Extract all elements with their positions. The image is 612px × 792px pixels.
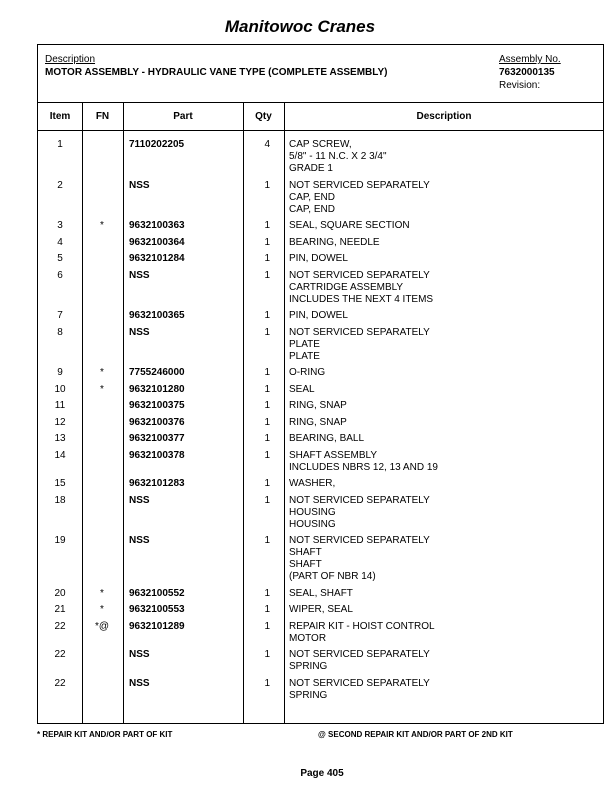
description-cell [289,384,315,396]
item-cell: 6 [57,270,63,281]
part-number-cell: NSS [129,649,150,660]
item-cell: 9 [57,367,63,378]
description-cell [289,604,353,616]
item-cell: 7 [57,310,63,321]
description-line: SEAL [289,384,315,395]
description-line: MOTOR [289,633,327,644]
part-number-cell: 9632100378 [129,450,185,461]
item-cell: 5 [57,253,63,264]
description-line: CARTRIDGE ASSEMBLY [289,282,404,293]
description-line: INCLUDES NBRS 12, 13 AND 19 [289,462,438,473]
description-cell [289,417,347,429]
description-line: SHAFT [289,559,322,570]
qty-cell: 1 [264,588,270,599]
description-line: WASHER, [289,478,336,489]
description-line: NOT SERVICED SEPARATELY [289,495,430,506]
part-number-cell: NSS [129,678,150,689]
qty-cell: 1 [264,535,270,546]
description-line: CAP, END [289,204,335,215]
description-line: 5/8" - 11 N.C. X 2 3/4" [289,151,387,162]
part-number-cell: NSS [129,495,150,506]
column-divider-qty [284,102,285,723]
part-number-cell: 9632100363 [129,220,185,231]
qty-cell: 1 [264,310,270,321]
description-cell [289,588,353,600]
qty-cell: 1 [264,649,270,660]
item-cell: 22 [54,678,66,689]
description-cell [289,433,364,445]
description-line: PIN, DOWEL [289,253,348,264]
item-cell: 11 [54,400,66,411]
part-number-cell: NSS [129,327,150,338]
description-cell [289,327,430,363]
description-label: Description [45,54,96,65]
column-header-item: Item [49,111,71,122]
description-cell [289,495,430,531]
revision-label: Revision: [499,80,541,91]
part-number-cell: NSS [129,270,150,281]
part-number-cell: 9632101283 [129,478,185,489]
description-line: SHAFT [289,547,322,558]
column-header-part: Part [173,111,193,122]
description-cell [289,270,433,306]
description-line: SEAL, SHAFT [289,588,353,599]
qty-cell: 1 [264,495,270,506]
item-cell: 22 [54,621,66,632]
description-line: INCLUDES THE NEXT 4 ITEMS [289,294,434,305]
qty-cell: 1 [264,417,270,428]
qty-cell: 1 [264,678,270,689]
item-cell: 12 [54,417,66,428]
column-header-fn: FN [95,111,110,122]
description-cell [289,621,435,645]
fn-cell: *@ [94,621,110,632]
description-line: PLATE [289,351,320,362]
description-cell [289,237,380,249]
item-cell: 14 [54,450,66,461]
qty-cell: 1 [264,367,270,378]
description-line: SHAFT ASSEMBLY [289,450,377,461]
description-cell [289,367,325,379]
description-line: REPAIR KIT - HOIST CONTROL [289,621,435,632]
qty-cell: 1 [264,220,270,231]
description-line: HOUSING [289,519,336,530]
item-cell: 3 [57,220,63,231]
part-number-cell: 9632100365 [129,310,185,321]
fn-cell: * [100,367,104,378]
part-number-cell: NSS [129,180,150,191]
description-cell [289,220,410,232]
column-header-description: Description [416,111,472,122]
description-line: NOT SERVICED SEPARATELY [289,535,430,546]
footnote-second-repair-kit: @ SECOND REPAIR KIT AND/OR PART OF 2ND KIT [318,730,513,739]
description-line: CAP, END [289,192,335,203]
item-cell: 22 [54,649,66,660]
description-line: GRADE 1 [289,163,333,174]
qty-cell: 1 [264,270,270,281]
description-line: RING, SNAP [289,417,347,428]
part-number-cell: 7110202205 [129,139,185,150]
item-cell: 8 [57,327,63,338]
fn-cell: * [100,588,104,599]
description-line: CAP SCREW, [289,139,352,150]
fn-cell: * [100,220,104,231]
column-divider-fn [123,102,124,723]
qty-cell: 1 [264,327,270,338]
part-number-cell: 9632100364 [129,237,185,248]
item-cell: 2 [57,180,63,191]
fn-cell: * [100,384,104,395]
qty-cell: 1 [264,478,270,489]
description-cell [289,450,438,474]
part-number-cell: NSS [129,535,150,546]
footnote-repair-kit: * REPAIR KIT AND/OR PART OF KIT [37,730,173,739]
description-value: MOTOR ASSEMBLY - HYDRAULIC VANE TYPE (COMPLETE ASSEMBLY) [45,67,388,78]
part-number-cell: 7755246000 [129,367,185,378]
item-cell: 10 [54,384,66,395]
description-line: NOT SERVICED SEPARATELY [289,270,430,281]
description-cell [289,139,387,175]
description-line: NOT SERVICED SEPARATELY [289,678,430,689]
part-number-cell: 9632100375 [129,400,185,411]
description-cell [289,535,430,583]
description-line: HOUSING [289,507,336,518]
description-cell [289,310,348,322]
qty-cell: 1 [264,237,270,248]
document-title: Manitowoc Cranes [224,17,376,36]
part-number-cell: 9632100376 [129,417,185,428]
description-cell [289,180,430,216]
description-line: RING, SNAP [289,400,347,411]
qty-cell: 1 [264,433,270,444]
part-number-cell: 9632100553 [129,604,185,615]
description-cell [289,649,430,673]
qty-cell: 1 [264,604,270,615]
qty-cell: 1 [264,253,270,264]
description-cell [289,400,347,412]
description-line: PIN, DOWEL [289,310,348,321]
qty-cell: 1 [264,450,270,461]
description-line: BEARING, NEEDLE [289,237,380,248]
assembly-value: 7632000135 [499,67,555,78]
description-line: SPRING [289,690,328,701]
part-number-cell: 9632101284 [129,253,185,264]
column-header-qty: Qty [255,111,272,122]
qty-cell: 1 [264,384,270,395]
part-number-cell: 9632101289 [129,621,185,632]
description-line: O-RING [289,367,326,378]
item-cell: 1 [57,139,63,150]
description-line: PLATE [289,339,320,350]
part-number-cell: 9632100377 [129,433,185,444]
qty-cell: 1 [264,180,270,191]
assembly-number-block [499,53,561,92]
fn-cell: * [100,604,104,615]
description-line: BEARING, BALL [289,433,365,444]
description-line: NOT SERVICED SEPARATELY [289,327,430,338]
column-divider-part [243,102,244,723]
assembly-description-block [45,53,387,79]
qty-cell: 4 [264,139,270,150]
item-cell: 18 [54,495,66,506]
description-line: (PART OF NBR 14) [289,571,376,582]
item-cell: 15 [54,478,66,489]
description-cell [289,478,335,490]
parts-list-frame [37,44,604,724]
item-cell: 19 [54,535,66,546]
description-cell [289,253,348,265]
description-line: WIPER, SEAL [289,604,353,615]
item-cell: 4 [57,237,63,248]
description-line: SEAL, SQUARE SECTION [289,220,410,231]
part-number-cell: 9632100552 [129,588,185,599]
description-cell [289,678,430,702]
description-line: SPRING [289,661,328,672]
qty-cell: 1 [264,621,270,632]
description-line: NOT SERVICED SEPARATELY [289,649,430,660]
item-cell: 21 [54,604,66,615]
page-number: Page 405 [300,768,344,779]
description-line: NOT SERVICED SEPARATELY [289,180,430,191]
item-cell: 13 [54,433,66,444]
item-cell: 20 [54,588,66,599]
assembly-label: Assembly No. [499,54,561,65]
qty-cell: 1 [264,400,270,411]
part-number-cell: 9632101280 [129,384,185,395]
